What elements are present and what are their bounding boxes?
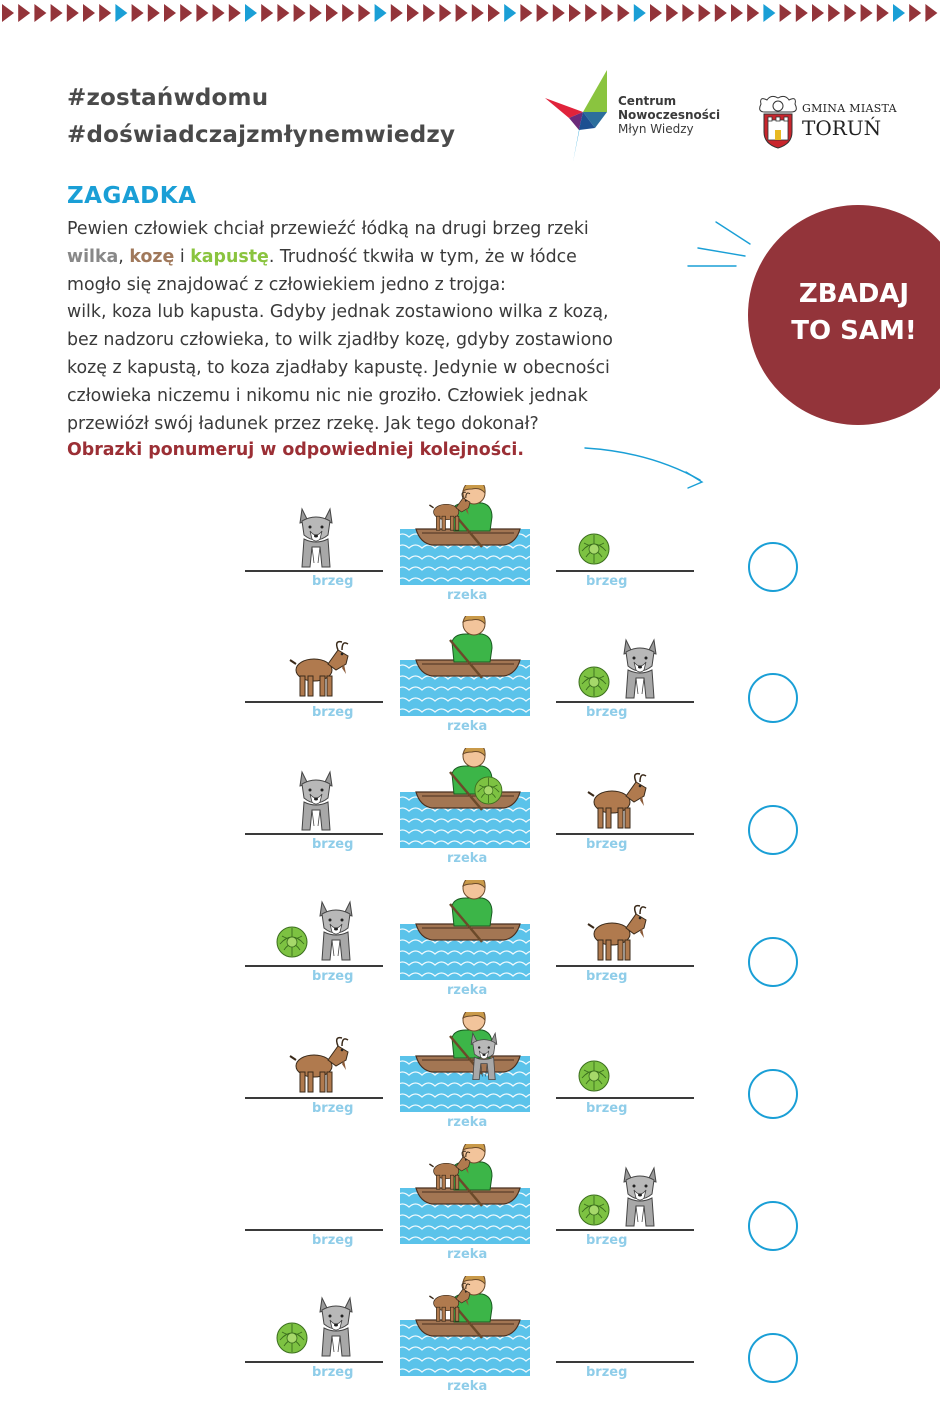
left-shoreline (245, 833, 383, 835)
logo-line-mlyn: Młyn Wiedzy (618, 122, 694, 136)
goat-icon (588, 774, 646, 828)
separator-2: i (174, 246, 191, 267)
right-shoreline (556, 701, 694, 703)
order-number-field[interactable] (748, 937, 798, 987)
riddle-line-2-rest: . Trudność tkwiła w tym, że w łódce (268, 246, 577, 267)
riddle-line-8: przewiózł swój ładunek przez rzekę. Jak tego dokonał? (67, 413, 539, 434)
order-number-field[interactable] (748, 1201, 798, 1251)
cabbage-icon (579, 1061, 609, 1091)
order-number-field[interactable] (748, 542, 798, 592)
right-shoreline (556, 965, 694, 967)
river-label: rzeka (447, 719, 488, 734)
right-shore-label: brzeg (586, 837, 628, 852)
river-label: rzeka (447, 1379, 488, 1394)
wolf-icon (320, 1298, 352, 1356)
separator-1: , (118, 246, 130, 267)
badge-line-2: TO SAM! (791, 316, 917, 346)
right-shore-label: brzeg (586, 1233, 628, 1248)
riddle-line-6: kozę z kapustą, to koza zjadłaby kapustę. Jedynie w obecności (67, 357, 610, 378)
right-shoreline (556, 570, 694, 572)
cabbage-icon (277, 927, 307, 957)
logo-line-centrum: Centrum (618, 94, 677, 108)
cabbage-icon (579, 1195, 609, 1225)
riddle-instruction: Obrazki ponumeruj w odpowiedniej kolejności. (67, 440, 524, 460)
river-label: rzeka (447, 588, 488, 603)
left-shore-label: brzeg (312, 969, 354, 984)
wolf-icon (300, 509, 332, 567)
river-label: rzeka (447, 1115, 488, 1130)
left-shore-label: brzeg (312, 1233, 354, 1248)
river-label: rzeka (447, 1247, 488, 1262)
riddle-title: ZAGADKA (67, 183, 197, 209)
right-shore-label: brzeg (586, 705, 628, 720)
order-number-field[interactable] (748, 1333, 798, 1383)
right-shore-label: brzeg (586, 969, 628, 984)
badge-line-1: ZBADAJ (798, 279, 910, 309)
left-shoreline (245, 1361, 383, 1363)
right-shore-label: brzeg (586, 574, 628, 589)
word-goat: kozę (129, 246, 175, 267)
left-shore-label: brzeg (312, 1365, 354, 1380)
wolf-icon (320, 902, 352, 960)
right-shoreline (556, 1097, 694, 1099)
river-label: rzeka (447, 851, 488, 866)
cabbage-icon (579, 667, 609, 697)
left-shoreline (245, 701, 383, 703)
hashtag-mlyn-wiedzy: #doświadczajzmłynemwiedzy (67, 122, 456, 148)
wolf-icon (300, 772, 332, 830)
right-shoreline (556, 833, 694, 835)
order-number-field[interactable] (748, 1069, 798, 1119)
riddle-line-1: Pewien człowiek chciał przewieźć łódką na drugi brzeg rzeki (67, 219, 589, 239)
right-shoreline (556, 1229, 694, 1231)
goat-icon (588, 906, 646, 960)
left-shoreline (245, 1229, 383, 1231)
right-shore-label: brzeg (586, 1365, 628, 1380)
word-cabbage: kapustę (190, 246, 269, 267)
logo-line-nowoczesnosci: Nowoczesności (618, 108, 721, 122)
left-shore-label: brzeg (312, 837, 354, 852)
left-shoreline (245, 570, 383, 572)
cabbage-icon (579, 534, 609, 564)
cabbage-icon (277, 1323, 307, 1353)
goat-icon (290, 1038, 348, 1092)
riddle-line-3: mogło się znajdować z człowiekiem jedno z trojga: (67, 274, 506, 295)
riddle-line-4: wilk, koza lub kapusta. Gdyby jednak zostawiono wilka z kozą, (67, 302, 609, 323)
left-shoreline (245, 965, 383, 967)
torun-logo-line2: TORUŃ (802, 116, 882, 140)
riddle-line-5: bez nadzoru człowieka, to wilk zjadłby kozę, gdyby zostawiono (67, 330, 613, 351)
torun-logo-line1: GMINA MIASTA (802, 102, 897, 115)
river-label: rzeka (447, 983, 488, 998)
right-shore-label: brzeg (586, 1101, 628, 1116)
order-number-field[interactable] (748, 673, 798, 723)
wolf-icon (624, 640, 656, 698)
left-shore-label: brzeg (312, 574, 354, 589)
word-wolf: wilka (67, 246, 119, 267)
left-shore-label: brzeg (312, 1101, 354, 1116)
riddle-line-7: człowieka niczemu i nikomu nic nie groziło. Człowiek jednak (67, 385, 588, 406)
right-shoreline (556, 1361, 694, 1363)
left-shore-label: brzeg (312, 705, 354, 720)
hashtag-stay-home: #zostańwdomu (67, 85, 269, 111)
wolf-icon (624, 1168, 656, 1226)
goat-icon (290, 642, 348, 696)
cabbage-icon (475, 777, 502, 804)
order-number-field[interactable] (748, 805, 798, 855)
left-shoreline (245, 1097, 383, 1099)
